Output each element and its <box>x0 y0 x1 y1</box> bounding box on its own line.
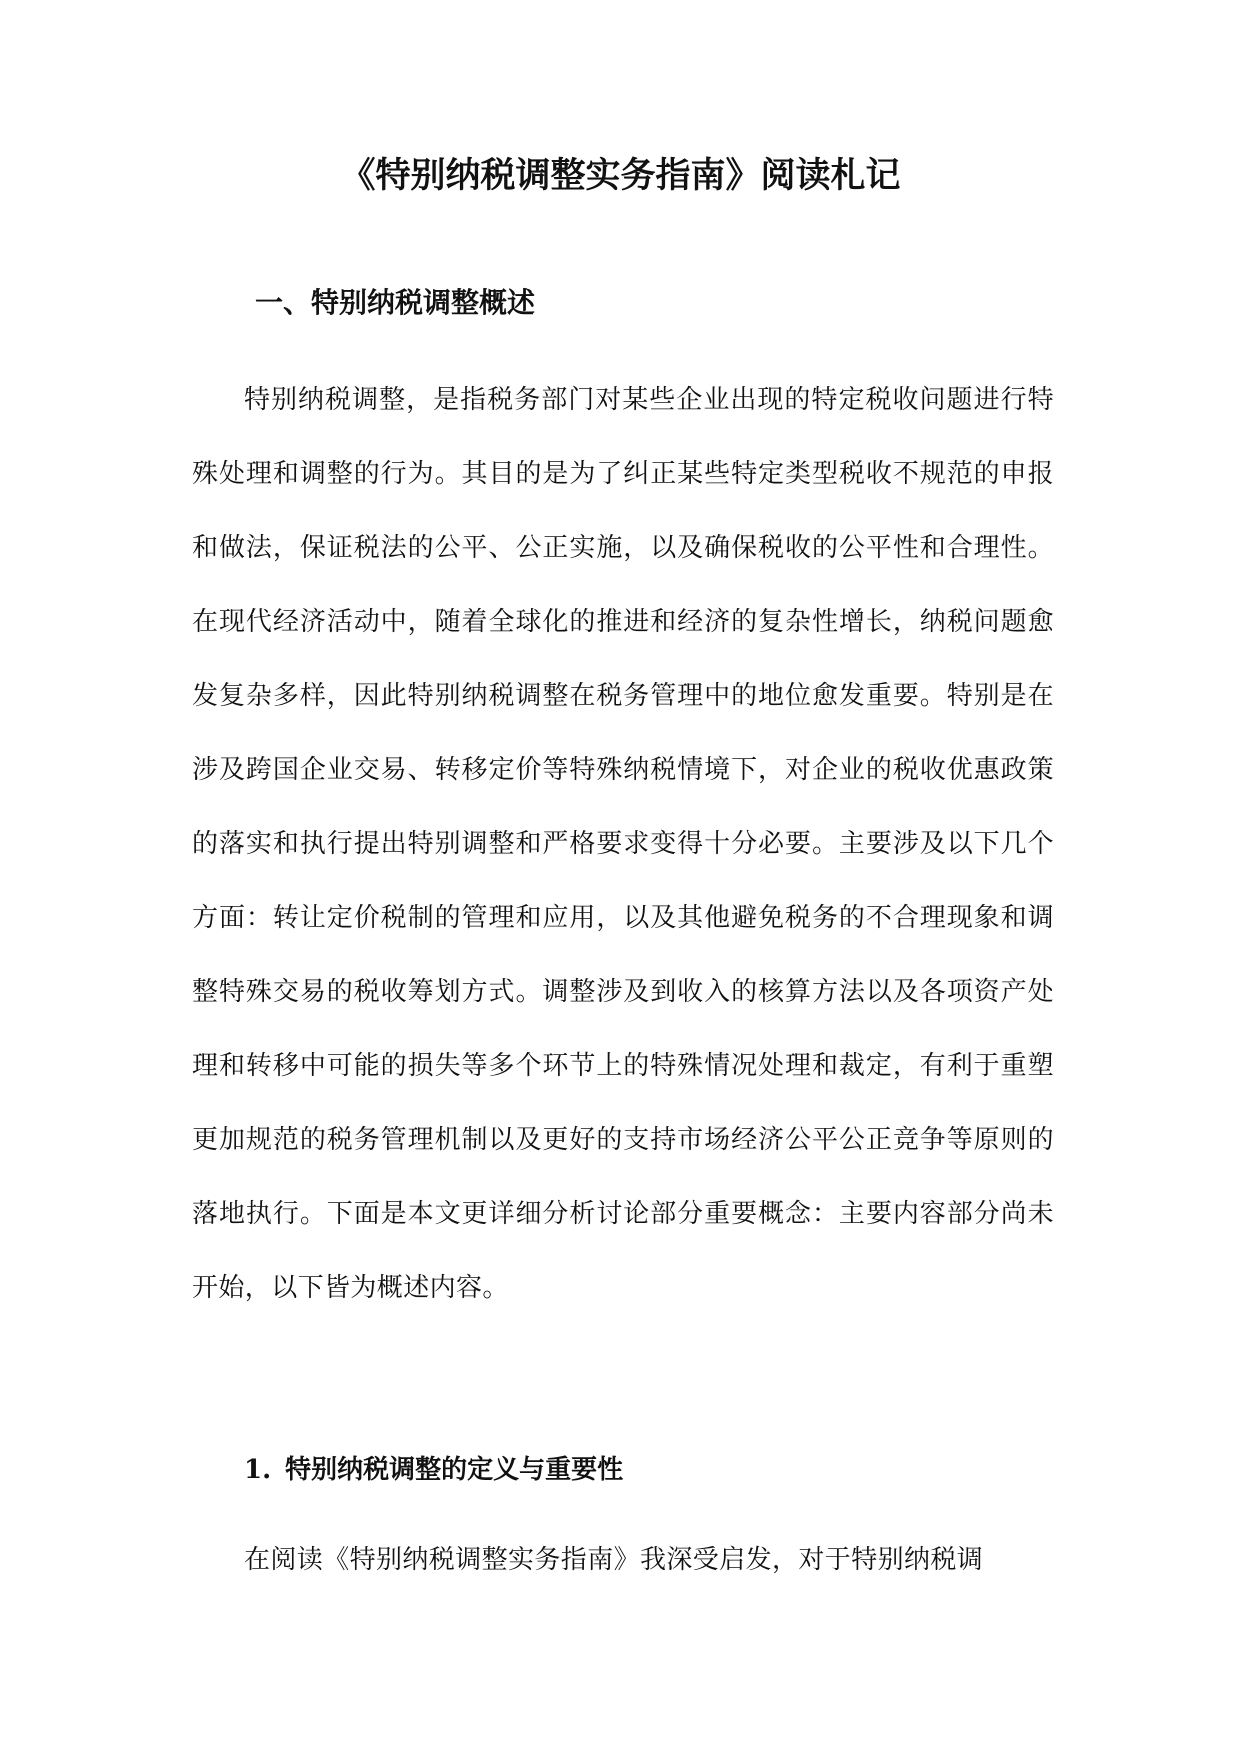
body-paragraph: 特别纳税调整，是指税务部门对某些企业出现的特定税收问题进行特殊处理和调整的行为。其目的是为了纠正某些特定类型税收不规范的申报和做法，保证税法的公平、公正实施，以及确保税收的公平性和合理性。在现代经济活动中，随着全球化的推进和经济的复杂性增长，纳税问题愈发复杂多样，因此特别纳税调整在税务管理中的地位愈发重要。特别是在涉及跨国企业交易、转移定价等特殊纳税情境下，对企业的税收优惠政策的落实和执行提出特别调整和严格要求变得十分必要。主要涉及以下几个方面：转让定价税制的管理和应用，以及其他避免税务的不合理现象和调整特殊交易的税收筹划方式。调整涉及到收入的核算方法以及各项资产处理和转移中可能的损失等多个环节上的特殊情况处理和裁定，有利于重塑更加规范的税务管理机制以及更好的支持市场经济公平公正竞争等原则的落地执行。下面是本文更详细分析讨论部分重要概念：主要内容部分尚未开始，以下皆为概述内容。 <box>192 385 1054 1303</box>
document-title: 《特别纳税调整实务指南》阅读札记 <box>340 155 901 196</box>
subsection-title: 特别纳税调整的定义与重要性 <box>285 1455 624 1485</box>
body-paragraph-2: 在阅读《特别纳税调整实务指南》我深受启发，对于特别纳税调 <box>244 1545 984 1575</box>
subsection-number: 1. <box>244 1455 272 1485</box>
subsection-heading <box>244 1448 623 1492</box>
section-heading: 一、特别纳税调整概述 <box>255 286 536 319</box>
